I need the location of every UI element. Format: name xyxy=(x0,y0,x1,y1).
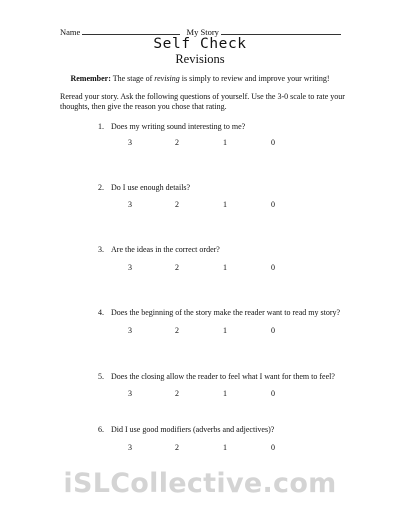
rating-0: 0 xyxy=(271,138,275,147)
instructions: Reread your story. Ask the following questions of yourself. Use the 3-0 scale to rate your thoughts, then give the reason you chose that rating. xyxy=(60,92,345,111)
rating-0: 0 xyxy=(271,389,275,398)
rating-1: 1 xyxy=(223,326,227,335)
question-number: 3. xyxy=(98,245,104,254)
question-text: Does the beginning of the story make the reader want to read my story? xyxy=(111,308,341,317)
rating-1: 1 xyxy=(223,389,227,398)
remember-emphasis: revising xyxy=(154,74,180,83)
rating-1: 1 xyxy=(223,443,227,452)
remember-text-before: The stage of xyxy=(110,74,155,83)
rating-3: 3 xyxy=(128,326,132,335)
rating-1: 1 xyxy=(223,263,227,272)
story-label: My Story xyxy=(186,27,219,37)
page-title: Self Check xyxy=(153,36,247,52)
remember-label: Remember: xyxy=(70,74,111,83)
question-text: Did I use good modifiers (adverbs and adjectives)? xyxy=(111,425,275,434)
question-text: Are the ideas in the correct order? xyxy=(111,245,220,254)
question-number: 2. xyxy=(98,183,104,192)
rating-2: 2 xyxy=(175,443,179,452)
rating-3: 3 xyxy=(128,138,132,147)
rating-1: 1 xyxy=(223,200,227,209)
question-number: 1. xyxy=(98,122,104,131)
rating-2: 2 xyxy=(175,200,179,209)
rating-0: 0 xyxy=(271,443,275,452)
rating-0: 0 xyxy=(271,263,275,272)
rating-2: 2 xyxy=(175,138,179,147)
rating-2: 2 xyxy=(175,263,179,272)
rating-0: 0 xyxy=(271,200,275,209)
name-blank xyxy=(82,26,180,35)
question-number: 4. xyxy=(98,308,104,317)
question-text: Does my writing sound interesting to me? xyxy=(111,122,246,131)
remember-text-after: is simply to review and improve your writing! xyxy=(179,74,330,83)
rating-2: 2 xyxy=(175,389,179,398)
name-label: Name xyxy=(60,27,81,37)
question-number: 5. xyxy=(98,372,104,381)
rating-0: 0 xyxy=(271,326,275,335)
remember-note xyxy=(0,74,400,83)
question-text: Does the closing allow the reader to feel what I want for them to feel? xyxy=(111,372,335,381)
rating-3: 3 xyxy=(128,263,132,272)
story-blank xyxy=(221,26,341,35)
rating-3: 3 xyxy=(128,443,132,452)
question-number: 6. xyxy=(98,425,104,434)
rating-1: 1 xyxy=(223,138,227,147)
page-subtitle: Revisions xyxy=(175,52,225,66)
question-text: Do I use enough details? xyxy=(111,183,191,192)
rating-3: 3 xyxy=(128,200,132,209)
site-watermark: iSLCollective.com xyxy=(63,468,337,499)
rating-3: 3 xyxy=(128,389,132,398)
rating-2: 2 xyxy=(175,326,179,335)
